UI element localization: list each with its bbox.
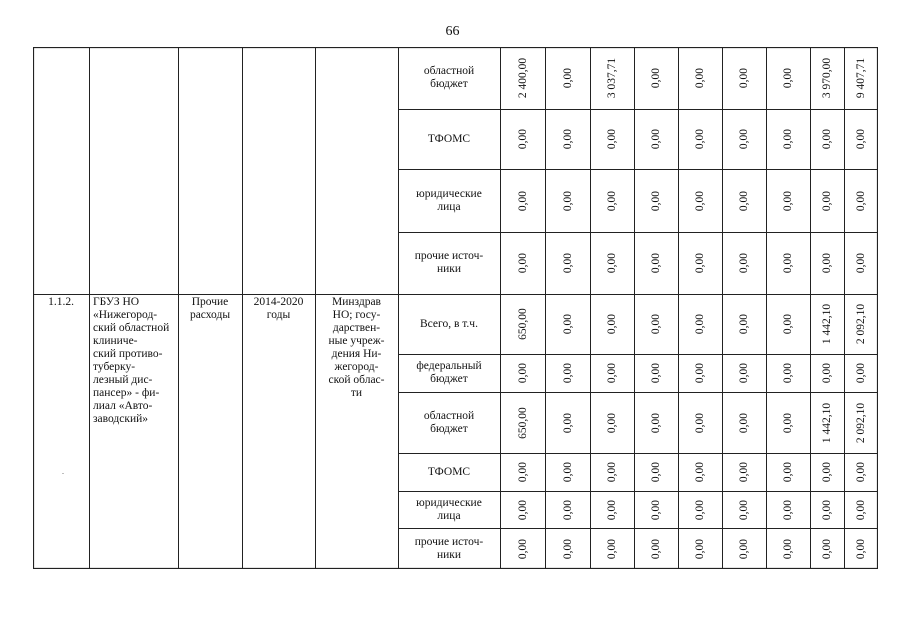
amount-value: 0,00: [606, 412, 618, 433]
responsible-executor: [315, 296, 398, 436]
text-line: 2014-2020: [253, 296, 304, 308]
amount-value: 0,00: [782, 128, 794, 150]
text-line: Всего, в т.ч.: [420, 317, 478, 330]
text-line: ГБУЗ НО: [93, 296, 140, 308]
text-line: дения Ни-: [331, 348, 382, 360]
funding-source-label: [428, 466, 470, 479]
amount-value: 0,00: [855, 190, 867, 211]
amount-value: 0,00: [606, 461, 618, 483]
funding-source-cell: [398, 491, 500, 528]
text-line: заводский»: [93, 413, 149, 425]
amount-value: 0,00: [738, 313, 750, 335]
funding-source-cell: [398, 232, 500, 294]
text-line: дарствен-: [332, 322, 381, 334]
funding-source-label: [415, 536, 483, 562]
amount-value: 0,00: [606, 128, 618, 150]
implementation-period: [242, 296, 315, 336]
amount-value: 3 970,00: [821, 57, 833, 99]
amount-value: 0,00: [561, 461, 574, 483]
budget-table: [33, 47, 878, 569]
text-line: ский областной: [93, 322, 170, 334]
amount-value: 2 400,00: [516, 57, 529, 99]
amount-value: 0,00: [738, 128, 750, 150]
amount-value: 0,00: [782, 499, 794, 520]
amount-value: 0,00: [782, 252, 794, 274]
text-line: лица: [437, 509, 461, 522]
amount-value: 0,00: [782, 362, 794, 384]
text-line: ники: [436, 548, 462, 561]
amount-value: 0,00: [782, 313, 794, 335]
amount-value: 0,00: [738, 362, 750, 384]
amount-value: 0,00: [606, 538, 618, 559]
amount-value: 0,00: [821, 128, 833, 150]
amount-value: 0,00: [561, 313, 574, 335]
amount-value: 0,00: [821, 190, 833, 211]
amount-value: 0,00: [821, 461, 833, 483]
amount-value: 0,00: [738, 190, 750, 211]
funding-source-cell: [398, 392, 500, 453]
text-line: юридические: [416, 187, 482, 200]
amount-value: 0,00: [516, 190, 529, 211]
amount-value: 0,00: [694, 190, 706, 211]
amount-value: 0,00: [650, 362, 662, 384]
amount-value: 0,00: [561, 128, 574, 150]
amount-value: 0,00: [694, 252, 706, 274]
funding-source-label: [420, 318, 478, 331]
amount-value: 0,00: [855, 499, 867, 520]
text-line: федеральный: [416, 360, 482, 372]
funding-source-cell: [398, 109, 500, 169]
text-line: бюджет: [430, 78, 468, 90]
amount-value: 0,00: [650, 499, 662, 520]
amount-value: 0,00: [516, 252, 529, 274]
funding-source-cell: [398, 528, 500, 569]
amount-value: 0,00: [606, 313, 618, 335]
amount-value: 0,00: [694, 362, 706, 384]
amount-value: 0,00: [650, 538, 662, 559]
amount-value: 0,00: [738, 461, 750, 483]
entry-name: [93, 296, 174, 466]
text-line: бюджет: [430, 422, 468, 435]
amount-value: 0,00: [694, 67, 706, 89]
amount-value: 0,00: [650, 412, 662, 433]
text-line: лица: [437, 200, 461, 213]
amount-value: 0,00: [516, 461, 529, 483]
scan-speck: .: [62, 467, 64, 476]
funding-source-cell: [398, 294, 500, 354]
amount-value: 0,00: [650, 313, 662, 335]
amount-value: 0,00: [821, 538, 833, 559]
entry-number: 1.1.2.: [48, 296, 74, 308]
amount-value: 0,00: [821, 252, 833, 274]
funding-source-label: [416, 360, 481, 386]
amount-value: 0,00: [738, 67, 750, 89]
text-line: пансер» - фи-: [93, 387, 160, 399]
amount-value: 0,00: [650, 128, 662, 150]
amount-value: 0,00: [650, 252, 662, 274]
amount-value: 0,00: [738, 412, 750, 433]
funding-source-cell: [398, 169, 500, 232]
amount-value: 0,00: [821, 499, 833, 520]
funding-source-cell: [398, 453, 500, 491]
amount-value: 0,00: [855, 252, 867, 274]
amount-value: 1 442,10: [821, 303, 833, 345]
text-line: ники: [436, 263, 462, 275]
text-line: прочие источ-: [414, 250, 484, 262]
amount-value: 3 037,71: [606, 57, 618, 99]
amount-value: 0,00: [561, 362, 574, 384]
text-line: юридические: [416, 496, 482, 509]
amount-value: 0,00: [782, 67, 794, 89]
amount-value: 0,00: [561, 538, 574, 559]
amount-value: 650,00: [516, 406, 529, 439]
text-line: ти: [350, 387, 363, 399]
text-line: клиниче-: [93, 335, 138, 347]
text-line: ТФОМС: [427, 132, 471, 145]
amount-value: 0,00: [782, 538, 794, 559]
amount-value: 0,00: [855, 538, 867, 559]
funding-source-cell: [398, 354, 500, 392]
amount-value: 0,00: [561, 252, 574, 274]
amount-value: 0,00: [694, 128, 706, 150]
text-line: ский противо-: [93, 348, 163, 360]
amount-value: 0,00: [738, 538, 750, 559]
text-line: «Нижегород-: [93, 309, 158, 321]
amount-value: 0,00: [516, 499, 529, 520]
text-line: годы: [266, 309, 291, 321]
text-line: областной: [423, 409, 475, 422]
text-line: расходы: [189, 309, 231, 321]
amount-value: 0,00: [694, 313, 706, 335]
text-line: туберку-: [93, 361, 136, 373]
amount-value: 0,00: [694, 499, 706, 520]
amount-value: 0,00: [561, 412, 574, 433]
text-line: областной: [423, 65, 475, 77]
amount-value: 0,00: [650, 461, 662, 483]
amount-value: 0,00: [782, 461, 794, 483]
funding-source-label: [415, 250, 483, 276]
text-line: Минздрав: [331, 296, 381, 308]
text-line: лиал «Авто-: [93, 400, 153, 412]
text-line: НО; госу-: [332, 309, 381, 321]
amount-value: 0,00: [694, 412, 706, 433]
amount-value: 0,00: [606, 362, 618, 384]
amount-value: 0,00: [650, 67, 662, 89]
text-line: прочие источ-: [414, 535, 484, 548]
text-line: ТФОМС: [427, 465, 471, 478]
expense-type: [178, 296, 242, 336]
text-line: ные учреж-: [328, 335, 385, 347]
amount-value: 0,00: [738, 252, 750, 274]
amount-value: 0,00: [516, 362, 529, 384]
amount-value: 0,00: [561, 67, 574, 89]
amount-value: 650,00: [516, 308, 529, 340]
text-line: лезный дис-: [93, 374, 153, 386]
text-line: Прочие: [191, 296, 229, 308]
amount-value: 9 407,71: [855, 57, 867, 99]
amount-value: 2 092,10: [855, 303, 867, 345]
amount-value: 0,00: [694, 538, 706, 559]
funding-source-label: [424, 65, 474, 91]
funding-source-label: [428, 133, 470, 146]
amount-value: 2 092,10: [855, 402, 867, 443]
amount-value: 0,00: [855, 461, 867, 483]
funding-source-label: [416, 497, 482, 523]
amount-value: 0,00: [606, 252, 618, 274]
amount-value: 0,00: [606, 499, 618, 520]
amount-value: 0,00: [561, 499, 574, 520]
funding-source-cell: [398, 47, 500, 109]
amount-value: 0,00: [782, 412, 794, 433]
text-line: жегород-: [334, 361, 379, 373]
amount-value: 0,00: [738, 499, 750, 520]
amount-value: 0,00: [516, 538, 529, 559]
funding-source-label: [424, 410, 474, 436]
amount-value: 0,00: [516, 128, 529, 150]
amount-value: 0,00: [821, 362, 833, 384]
text-line: бюджет: [430, 373, 468, 385]
amount-value: 0,00: [855, 128, 867, 150]
amount-value: 0,00: [855, 362, 867, 384]
text-line: ской облас-: [328, 374, 385, 386]
amount-value: 0,00: [782, 190, 794, 211]
page-number: 66: [445, 24, 460, 39]
amount-value: 0,00: [561, 190, 574, 211]
amount-value: 0,00: [650, 190, 662, 211]
amount-value: 0,00: [606, 190, 618, 211]
amount-value: 0,00: [694, 461, 706, 483]
amount-value: 1 442,10: [821, 402, 833, 443]
funding-source-label: [416, 188, 482, 214]
